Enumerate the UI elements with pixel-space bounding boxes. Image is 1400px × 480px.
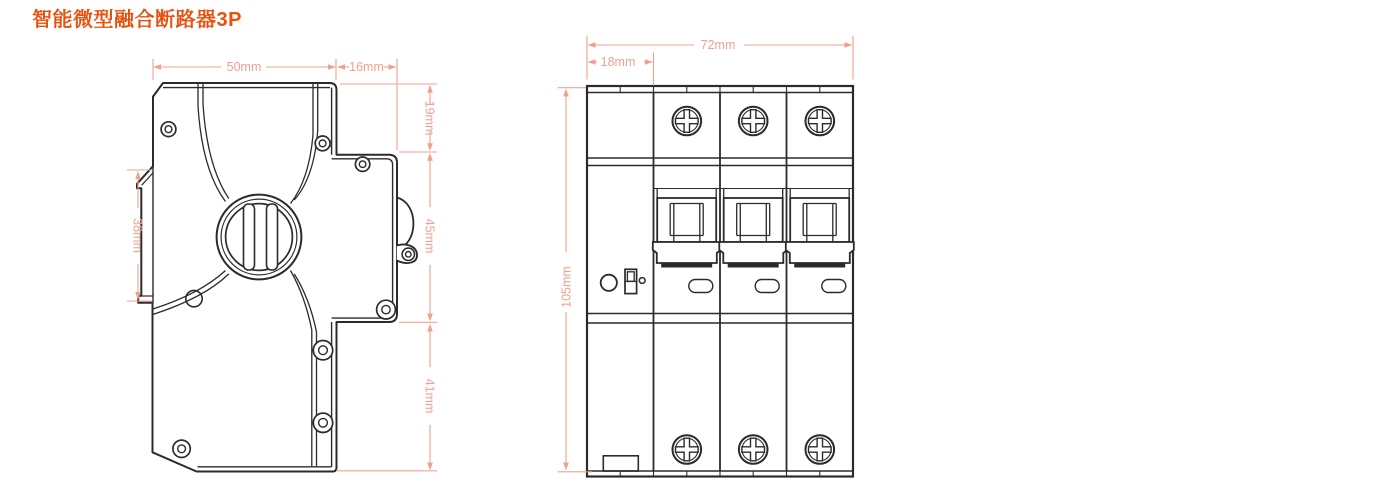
dimension-label: 72mm (700, 38, 736, 52)
dimension-label: 19mm (422, 100, 437, 136)
page-title: 智能微型融合断路器3P (32, 9, 242, 31)
dimension-label: 50mm (226, 60, 262, 74)
terminal-screw[interactable] (739, 435, 768, 464)
din-clip-tab (397, 198, 417, 264)
dimension-label: 38mm (130, 218, 145, 253)
terminal-screw[interactable] (673, 435, 702, 464)
terminal-screw[interactable] (806, 435, 835, 464)
terminal-screws-bottom (673, 435, 835, 464)
side-bump (397, 198, 414, 250)
knob-bar-right (267, 204, 278, 270)
knob-bar-left (244, 204, 255, 270)
dimension-label: 45mm (422, 218, 437, 254)
side-view (137, 83, 417, 472)
pole-handles (653, 189, 854, 268)
dimension-label: 16mm (349, 60, 384, 74)
tab-hole (402, 248, 414, 260)
dimension-label: 18mm (600, 55, 636, 69)
terminal-screw[interactable] (673, 107, 702, 136)
terminal-screw[interactable] (739, 107, 768, 136)
dimension-label: 41mm (422, 378, 437, 414)
breaker-handle[interactable] (653, 189, 721, 268)
terminal-screws-top (673, 107, 835, 136)
side-view-outline (137, 83, 397, 472)
front-view (587, 86, 854, 477)
terminal-screw[interactable] (806, 107, 835, 136)
dimension-label: 105mm (559, 266, 574, 308)
breaker-handle[interactable] (786, 189, 854, 268)
breaker-handle[interactable] (719, 189, 787, 268)
